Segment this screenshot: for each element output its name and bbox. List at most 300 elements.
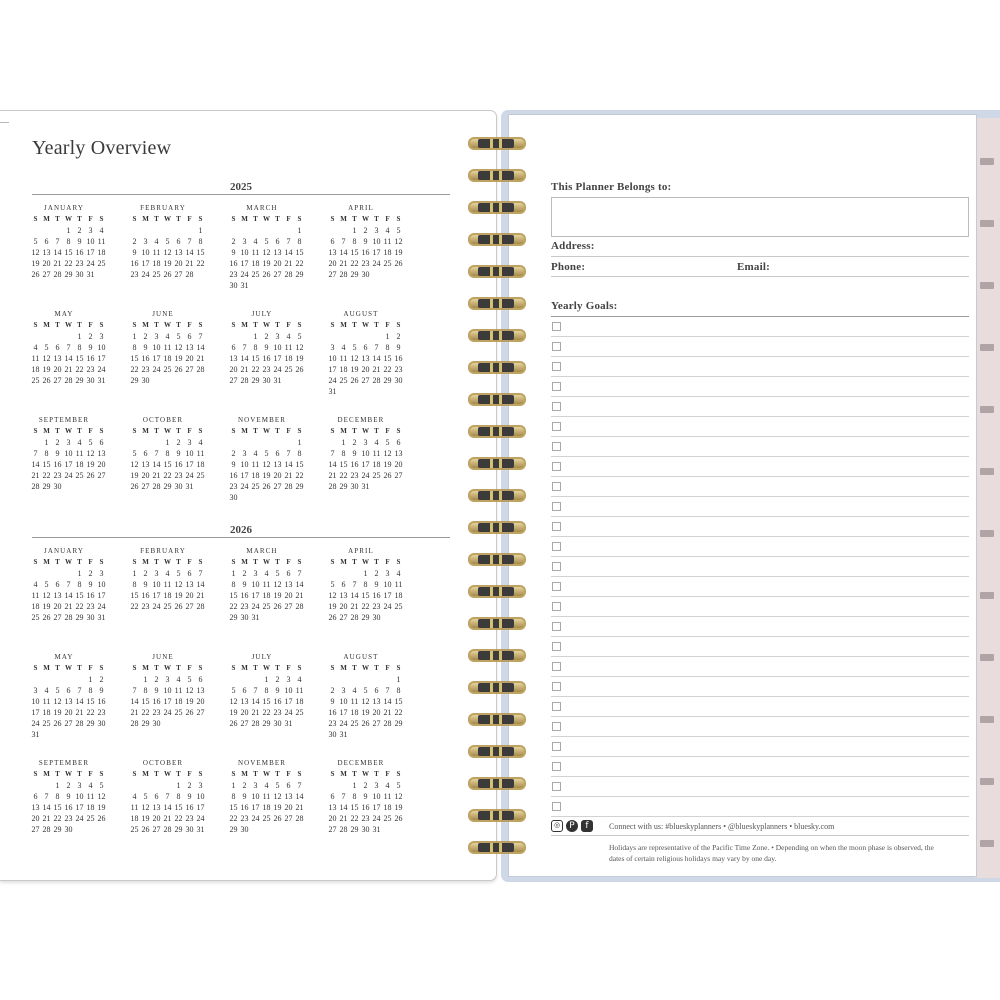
goal-checkbox[interactable] bbox=[552, 662, 561, 671]
day-number: 9 bbox=[363, 237, 368, 246]
day-number: 1 bbox=[176, 781, 181, 790]
day-number: 22 bbox=[64, 259, 73, 268]
day-number: 29 bbox=[394, 719, 403, 728]
weekday-header: W bbox=[362, 558, 369, 566]
goal-row[interactable] bbox=[551, 317, 969, 337]
weekday-header: S bbox=[396, 427, 401, 435]
empty-day bbox=[371, 674, 382, 685]
day-number: 5 bbox=[99, 781, 104, 790]
day-number: 12 bbox=[31, 248, 40, 257]
day-number: 27 bbox=[53, 613, 62, 622]
day-number: 18 bbox=[163, 591, 172, 600]
goal-row[interactable] bbox=[551, 457, 969, 477]
day-number: 7 bbox=[352, 580, 357, 589]
day-number: 26 bbox=[262, 270, 271, 279]
day-number: 14 bbox=[130, 697, 139, 706]
day-number: 17 bbox=[273, 354, 282, 363]
day-number: 28 bbox=[64, 613, 73, 622]
month-tab[interactable] bbox=[980, 406, 994, 413]
day-number: 22 bbox=[53, 814, 62, 823]
empty-day bbox=[52, 568, 63, 579]
day-number: 21 bbox=[64, 602, 73, 611]
day-number: 13 bbox=[273, 460, 282, 469]
day-number: 13 bbox=[42, 248, 51, 257]
day-number: 7 bbox=[55, 237, 60, 246]
month-tab[interactable] bbox=[980, 778, 994, 785]
weekday-header: W bbox=[164, 558, 171, 566]
day-number: 11 bbox=[251, 460, 260, 469]
day-number: 3 bbox=[374, 226, 379, 235]
month-tab[interactable] bbox=[980, 468, 994, 475]
day-number: 1 bbox=[231, 569, 236, 578]
day-number: 5 bbox=[88, 438, 93, 447]
year-divider bbox=[32, 194, 450, 195]
day-number: 10 bbox=[240, 460, 249, 469]
month-tabs[interactable] bbox=[974, 118, 1000, 878]
month-july-2025 bbox=[218, 309, 306, 386]
day-number: 7 bbox=[374, 343, 379, 352]
empty-day bbox=[239, 331, 250, 342]
day-number: 17 bbox=[86, 248, 95, 257]
goal-checkbox[interactable] bbox=[552, 402, 561, 411]
day-number: 15 bbox=[251, 354, 260, 363]
day-number: 20 bbox=[284, 591, 293, 600]
day-number: 19 bbox=[174, 354, 183, 363]
goal-checkbox[interactable] bbox=[552, 742, 561, 751]
goal-checkbox[interactable] bbox=[552, 502, 561, 511]
goal-row[interactable] bbox=[551, 337, 969, 357]
day-number: 15 bbox=[262, 697, 271, 706]
goal-row[interactable] bbox=[551, 657, 969, 677]
month-tab[interactable] bbox=[980, 158, 994, 165]
day-number: 29 bbox=[86, 719, 95, 728]
day-number: 31 bbox=[97, 613, 106, 622]
day-number: 12 bbox=[229, 697, 238, 706]
weekday-header: T bbox=[55, 427, 60, 435]
goal-checkbox[interactable] bbox=[552, 762, 561, 771]
day-number: 18 bbox=[130, 814, 139, 823]
goal-row[interactable] bbox=[551, 517, 969, 537]
month-name: AUGUST bbox=[343, 653, 379, 661]
weekday-header: F bbox=[385, 770, 390, 778]
day-number: 6 bbox=[275, 237, 280, 246]
month-name: FEBRUARY bbox=[140, 204, 186, 212]
day-number: 19 bbox=[42, 602, 51, 611]
goal-row[interactable] bbox=[551, 537, 969, 557]
day-number: 18 bbox=[163, 354, 172, 363]
day-number: 21 bbox=[240, 365, 249, 374]
day-number: 6 bbox=[176, 237, 181, 246]
day-number: 28 bbox=[130, 719, 139, 728]
goal-checkbox[interactable] bbox=[552, 422, 561, 431]
goal-checkbox[interactable] bbox=[552, 602, 561, 611]
day-number: 11 bbox=[251, 248, 260, 257]
weekday-header: S bbox=[396, 770, 401, 778]
day-number: 6 bbox=[341, 580, 346, 589]
day-number: 13 bbox=[152, 803, 161, 812]
day-number: 27 bbox=[64, 719, 73, 728]
weekday-header: T bbox=[176, 215, 181, 223]
day-number: 4 bbox=[341, 343, 346, 352]
empty-day bbox=[162, 780, 173, 791]
day-number: 16 bbox=[64, 803, 73, 812]
day-number: 14 bbox=[383, 697, 392, 706]
day-number: 10 bbox=[251, 792, 260, 801]
weekday-header: W bbox=[65, 558, 72, 566]
day-number: 7 bbox=[198, 569, 203, 578]
day-number: 11 bbox=[31, 354, 40, 363]
day-number: 3 bbox=[242, 449, 247, 458]
month-december-2026 bbox=[317, 758, 405, 835]
goal-row[interactable] bbox=[551, 677, 969, 697]
day-number: 23 bbox=[229, 482, 238, 491]
day-number: 24 bbox=[97, 602, 106, 611]
day-number: 11 bbox=[394, 580, 403, 589]
weekday-header: S bbox=[231, 427, 236, 435]
day-number: 27 bbox=[284, 814, 293, 823]
right-page bbox=[508, 114, 977, 877]
empty-day bbox=[338, 780, 349, 791]
address-line[interactable] bbox=[551, 256, 969, 257]
month-name: SEPTEMBER bbox=[38, 759, 90, 767]
day-number: 8 bbox=[231, 580, 236, 589]
day-number: 22 bbox=[350, 259, 359, 268]
goal-row[interactable] bbox=[551, 757, 969, 777]
day-number: 17 bbox=[185, 460, 194, 469]
goal-checkbox[interactable] bbox=[552, 462, 561, 471]
day-number: 14 bbox=[284, 460, 293, 469]
goal-row[interactable] bbox=[551, 617, 969, 637]
day-number: 14 bbox=[196, 580, 205, 589]
day-number: 12 bbox=[185, 686, 194, 695]
empty-day bbox=[30, 674, 41, 685]
day-number: 29 bbox=[383, 376, 392, 385]
goal-checkbox[interactable] bbox=[552, 562, 561, 571]
day-number: 15 bbox=[229, 803, 238, 812]
month-january-2025 bbox=[20, 203, 108, 280]
goal-row[interactable] bbox=[551, 357, 969, 377]
day-number: 29 bbox=[64, 270, 73, 279]
day-number: 7 bbox=[253, 686, 258, 695]
day-number: 21 bbox=[339, 814, 348, 823]
goal-checkbox[interactable] bbox=[552, 542, 561, 551]
day-number: 9 bbox=[187, 792, 192, 801]
day-number: 15 bbox=[130, 354, 139, 363]
day-number: 17 bbox=[284, 697, 293, 706]
goal-checkbox[interactable] bbox=[552, 722, 561, 731]
day-number: 23 bbox=[240, 602, 249, 611]
owner-name-field[interactable] bbox=[551, 197, 969, 237]
day-number: 25 bbox=[394, 602, 403, 611]
day-number: 26 bbox=[383, 471, 392, 480]
day-number: 16 bbox=[53, 460, 62, 469]
goal-checkbox[interactable] bbox=[552, 802, 561, 811]
goal-row[interactable] bbox=[551, 717, 969, 737]
empty-day bbox=[250, 437, 261, 448]
goal-checkbox[interactable] bbox=[552, 442, 561, 451]
goal-row[interactable] bbox=[551, 437, 969, 457]
day-number: 20 bbox=[141, 471, 150, 480]
day-number: 19 bbox=[229, 708, 238, 717]
day-number: 13 bbox=[53, 591, 62, 600]
day-number: 10 bbox=[141, 248, 150, 257]
month-tab[interactable] bbox=[980, 282, 994, 289]
weekday-header: M bbox=[142, 558, 149, 566]
day-number: 18 bbox=[295, 697, 304, 706]
day-number: 21 bbox=[284, 471, 293, 480]
weekday-header: T bbox=[275, 664, 280, 672]
day-number: 27 bbox=[53, 376, 62, 385]
day-number: 5 bbox=[176, 569, 181, 578]
day-number: 14 bbox=[372, 354, 381, 363]
goal-checkbox[interactable] bbox=[552, 642, 561, 651]
day-number: 6 bbox=[286, 781, 291, 790]
day-number: 10 bbox=[64, 449, 73, 458]
day-number: 18 bbox=[42, 708, 51, 717]
empty-day bbox=[250, 674, 261, 685]
month-tab[interactable] bbox=[980, 840, 994, 847]
day-number: 3 bbox=[88, 226, 93, 235]
goal-checkbox[interactable] bbox=[552, 582, 561, 591]
month-tab[interactable] bbox=[980, 530, 994, 537]
goal-row[interactable] bbox=[551, 397, 969, 417]
goal-checkbox[interactable] bbox=[552, 782, 561, 791]
day-number: 20 bbox=[152, 814, 161, 823]
day-number: 5 bbox=[275, 569, 280, 578]
day-number: 5 bbox=[352, 343, 357, 352]
day-number: 27 bbox=[152, 825, 161, 834]
goal-row[interactable] bbox=[551, 637, 969, 657]
day-number: 25 bbox=[163, 602, 172, 611]
day-number: 2 bbox=[88, 569, 93, 578]
goal-row[interactable] bbox=[551, 417, 969, 437]
day-number: 24 bbox=[152, 602, 161, 611]
goal-row[interactable] bbox=[551, 477, 969, 497]
day-number: 2 bbox=[143, 332, 148, 341]
day-number: 28 bbox=[163, 825, 172, 834]
month-tab[interactable] bbox=[980, 716, 994, 723]
empty-day bbox=[338, 674, 349, 685]
empty-day bbox=[228, 225, 239, 236]
day-number: 3 bbox=[253, 569, 258, 578]
day-number: 27 bbox=[328, 270, 337, 279]
weekday-header: S bbox=[33, 321, 38, 329]
day-number: 23 bbox=[328, 719, 337, 728]
day-number: 23 bbox=[361, 259, 370, 268]
day-number: 20 bbox=[273, 259, 282, 268]
goal-checkbox[interactable] bbox=[552, 702, 561, 711]
day-number: 22 bbox=[163, 471, 172, 480]
day-number: 16 bbox=[328, 708, 337, 717]
day-number: 25 bbox=[174, 708, 183, 717]
month-tab[interactable] bbox=[980, 220, 994, 227]
goal-checkbox[interactable] bbox=[552, 362, 561, 371]
day-number: 27 bbox=[141, 482, 150, 491]
day-number: 22 bbox=[75, 602, 84, 611]
day-number: 29 bbox=[130, 376, 139, 385]
day-number: 25 bbox=[152, 270, 161, 279]
spiral-ring bbox=[468, 488, 530, 504]
empty-day bbox=[349, 674, 360, 685]
goal-checkbox[interactable] bbox=[552, 482, 561, 491]
weekday-header: S bbox=[99, 321, 104, 329]
weekday-header: M bbox=[241, 770, 248, 778]
day-grid bbox=[129, 557, 207, 612]
day-number: 29 bbox=[251, 376, 260, 385]
day-number: 21 bbox=[196, 354, 205, 363]
day-number: 28 bbox=[240, 376, 249, 385]
day-number: 15 bbox=[75, 591, 84, 600]
day-number: 28 bbox=[372, 376, 381, 385]
day-number: 7 bbox=[341, 792, 346, 801]
weekday-header: F bbox=[88, 770, 93, 778]
goal-checkbox[interactable] bbox=[552, 382, 561, 391]
day-number: 8 bbox=[297, 449, 302, 458]
empty-day bbox=[327, 437, 338, 448]
day-number: 9 bbox=[396, 343, 401, 352]
day-number: 13 bbox=[31, 803, 40, 812]
goal-row[interactable] bbox=[551, 797, 969, 817]
day-grid bbox=[129, 769, 207, 835]
weekday-header: F bbox=[88, 215, 93, 223]
day-number: 8 bbox=[132, 343, 137, 352]
weekday-header: W bbox=[164, 427, 171, 435]
day-number: 25 bbox=[251, 270, 260, 279]
day-number: 3 bbox=[198, 781, 203, 790]
day-number: 21 bbox=[130, 708, 139, 717]
weekday-header: F bbox=[286, 664, 291, 672]
weekday-header: F bbox=[187, 770, 192, 778]
phone-label: Phone: bbox=[551, 261, 586, 273]
day-number: 18 bbox=[262, 591, 271, 600]
empty-day bbox=[129, 780, 140, 791]
day-number: 17 bbox=[251, 591, 260, 600]
day-number: 24 bbox=[163, 708, 172, 717]
goal-checkbox[interactable] bbox=[552, 522, 561, 531]
goal-checkbox[interactable] bbox=[552, 342, 561, 351]
day-number: 27 bbox=[42, 270, 51, 279]
belongs-to-label: This Planner Belongs to: bbox=[551, 181, 672, 193]
day-number: 9 bbox=[352, 449, 357, 458]
left-page bbox=[0, 110, 497, 881]
month-tab[interactable] bbox=[980, 592, 994, 599]
day-number: 17 bbox=[97, 354, 106, 363]
day-number: 5 bbox=[363, 686, 368, 695]
day-number: 29 bbox=[295, 482, 304, 491]
goal-checkbox[interactable] bbox=[552, 622, 561, 631]
goal-row[interactable] bbox=[551, 497, 969, 517]
day-number: 26 bbox=[229, 719, 238, 728]
day-number: 30 bbox=[262, 376, 271, 385]
weekday-header: T bbox=[176, 664, 181, 672]
day-number: 31 bbox=[273, 376, 282, 385]
day-number: 18 bbox=[262, 803, 271, 812]
goal-row[interactable] bbox=[551, 597, 969, 617]
day-number: 16 bbox=[185, 803, 194, 812]
day-number: 28 bbox=[42, 825, 51, 834]
month-tab[interactable] bbox=[980, 344, 994, 351]
day-number: 20 bbox=[284, 803, 293, 812]
weekday-header: M bbox=[340, 215, 347, 223]
day-number: 23 bbox=[141, 365, 150, 374]
day-number: 20 bbox=[185, 591, 194, 600]
goal-row[interactable] bbox=[551, 557, 969, 577]
empty-day bbox=[272, 437, 283, 448]
goal-row[interactable] bbox=[551, 377, 969, 397]
weekday-header: S bbox=[330, 321, 335, 329]
day-number: 17 bbox=[196, 803, 205, 812]
day-number: 3 bbox=[143, 237, 148, 246]
month-tab[interactable] bbox=[980, 654, 994, 661]
weekday-header: T bbox=[275, 558, 280, 566]
empty-day bbox=[272, 225, 283, 236]
weekday-header: F bbox=[88, 427, 93, 435]
day-number: 4 bbox=[253, 449, 258, 458]
empty-day bbox=[239, 437, 250, 448]
weekday-header: T bbox=[374, 664, 379, 672]
weekday-header: S bbox=[33, 427, 38, 435]
footer-divider bbox=[551, 835, 969, 836]
day-number: 8 bbox=[363, 580, 368, 589]
goal-row[interactable] bbox=[551, 737, 969, 757]
day-number: 24 bbox=[64, 471, 73, 480]
weekday-header: F bbox=[187, 321, 192, 329]
day-number: 13 bbox=[339, 591, 348, 600]
day-number: 28 bbox=[295, 814, 304, 823]
weekday-header: W bbox=[362, 770, 369, 778]
day-number: 10 bbox=[273, 343, 282, 352]
day-number: 25 bbox=[31, 376, 40, 385]
weekday-header: S bbox=[297, 664, 302, 672]
day-number: 3 bbox=[66, 438, 71, 447]
day-number: 20 bbox=[64, 708, 73, 717]
day-number: 22 bbox=[229, 602, 238, 611]
day-number: 11 bbox=[42, 697, 51, 706]
empty-day bbox=[30, 331, 41, 342]
day-grid bbox=[30, 769, 108, 835]
month-february-2026 bbox=[119, 546, 207, 612]
goal-checkbox[interactable] bbox=[552, 322, 561, 331]
day-number: 12 bbox=[141, 803, 150, 812]
goal-row[interactable] bbox=[551, 577, 969, 597]
day-number: 25 bbox=[339, 376, 348, 385]
day-number: 16 bbox=[229, 259, 238, 268]
day-number: 13 bbox=[185, 343, 194, 352]
weekday-header: F bbox=[88, 558, 93, 566]
contact-line[interactable] bbox=[551, 276, 969, 277]
day-grid bbox=[30, 214, 108, 280]
day-number: 25 bbox=[196, 471, 205, 480]
weekday-header: S bbox=[231, 558, 236, 566]
day-number: 26 bbox=[394, 259, 403, 268]
day-number: 5 bbox=[187, 675, 192, 684]
day-number: 25 bbox=[295, 708, 304, 717]
empty-day bbox=[173, 225, 184, 236]
day-grid bbox=[129, 214, 207, 280]
day-number: 30 bbox=[75, 270, 84, 279]
day-number: 21 bbox=[42, 814, 51, 823]
day-number: 26 bbox=[185, 708, 194, 717]
day-number: 2 bbox=[264, 332, 269, 341]
day-number: 30 bbox=[86, 376, 95, 385]
goal-checkbox[interactable] bbox=[552, 682, 561, 691]
day-number: 7 bbox=[242, 343, 247, 352]
day-number: 24 bbox=[240, 270, 249, 279]
goal-row[interactable] bbox=[551, 697, 969, 717]
goal-row[interactable] bbox=[551, 777, 969, 797]
empty-day bbox=[63, 674, 74, 685]
page-title: Yearly Overview bbox=[32, 137, 172, 159]
